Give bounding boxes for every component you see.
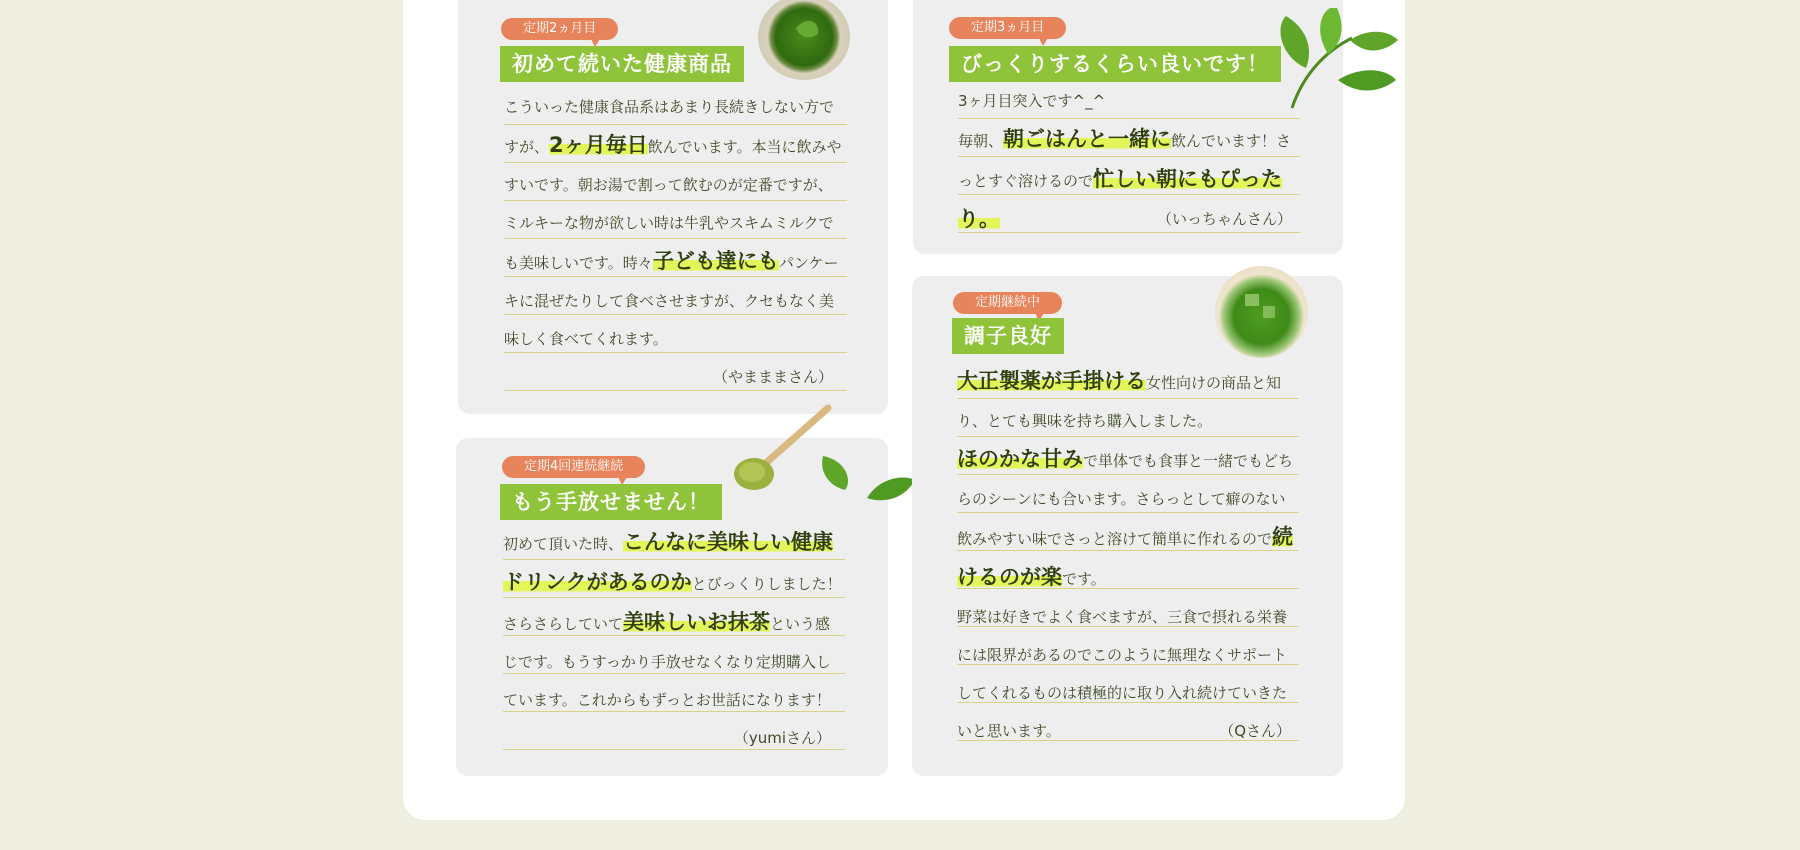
matcha-glass-image [1215,266,1308,358]
review-text: という感じです。もうすっかり手放せなくなり定期購入しています。これからもずっとお世話になります！ [503,615,831,709]
review-text: 野菜は好きでよく食べますが、三食で摂れる栄養には限界があるのでこのように無理なくサポートしてくれるものは積極的に取り入れ続けていきたいと思います。 [957,608,1288,740]
review-text: パンケーキに混ぜたりして食べさせますが、クセもなく美味しく食べてくれます。 [504,254,839,348]
highlight-text: 朝ごはんと一緒に [1003,127,1172,151]
review-text: です。 [1062,570,1106,588]
highlight-text: 2ヶ月毎日 [549,133,648,157]
tea-leaves-icon [1262,8,1402,118]
review-body-4 [957,362,1299,742]
highlight-text: 続けるのが楽 [957,525,1294,589]
review-title: びっくりするくらい良いです！ [949,46,1281,82]
tea-leaf-icon [815,450,925,520]
review-text: 3ヶ月目突入です^_^ [958,92,1106,110]
review-text: 初めて頂いた時、 [503,535,624,553]
review-author: （yumiさん） [733,729,831,747]
review-author: （Qさん） [1219,722,1291,740]
review-text: 毎朝、 [958,132,1004,150]
highlight-text: ほのかな甘み [957,447,1083,471]
review-text: こういった健康食品系はあまり長続きしない方ですが、 [504,98,835,156]
review-title: もう手放せません！ [500,484,722,520]
review-text: 飲んでいます！さっとすぐ溶けるので [958,132,1292,190]
review-text: 飲んでいます。本当に飲みやすいです。朝お湯で割って飲むのが定番ですが、ミルキーな物が欲しい時は牛乳やスキムミルクでも美味しいです。時々 [504,138,842,272]
review-author: （いっちゃんさん） [1156,210,1292,228]
highlight-text: 大正製薬が手掛ける [957,369,1146,393]
review-tag: 定期継続中 [953,292,1062,314]
review-text: とびっくりしました！さらさらしていて [503,575,842,633]
review-title: 調子良好 [952,318,1064,354]
review-tag: 定期2ヵ月目 [501,18,618,40]
ice-cubes-icon [1215,266,1308,358]
review-title: 初めて続いた健康商品 [500,46,744,82]
review-tag: 定期4回連続継続 [502,456,645,478]
highlight-text: 子ども達にも [652,249,779,273]
review-body-2 [958,82,1300,234]
review-author: （やまままさん） [712,368,833,386]
review-text: 女性向けの商品と知り、とても興味を持ち購入しました。 [957,374,1282,430]
review-tag: 定期3ヵ月目 [949,17,1066,39]
highlight-text: 美味しいお抹茶 [623,610,771,634]
highlight-text: 忙しい朝にもぴったり。 [958,167,1283,231]
review-body-3 [503,523,845,751]
review-text: で単体でも食事と一緒でもどちらのシーンにも合います。さらっとして癖のない飲みやすい味でさっと溶けて簡単に作れるので [957,452,1294,548]
review-body-1 [504,88,847,392]
highlight-text: こんなに美味しい健康ドリンクがあるのか [503,530,834,594]
